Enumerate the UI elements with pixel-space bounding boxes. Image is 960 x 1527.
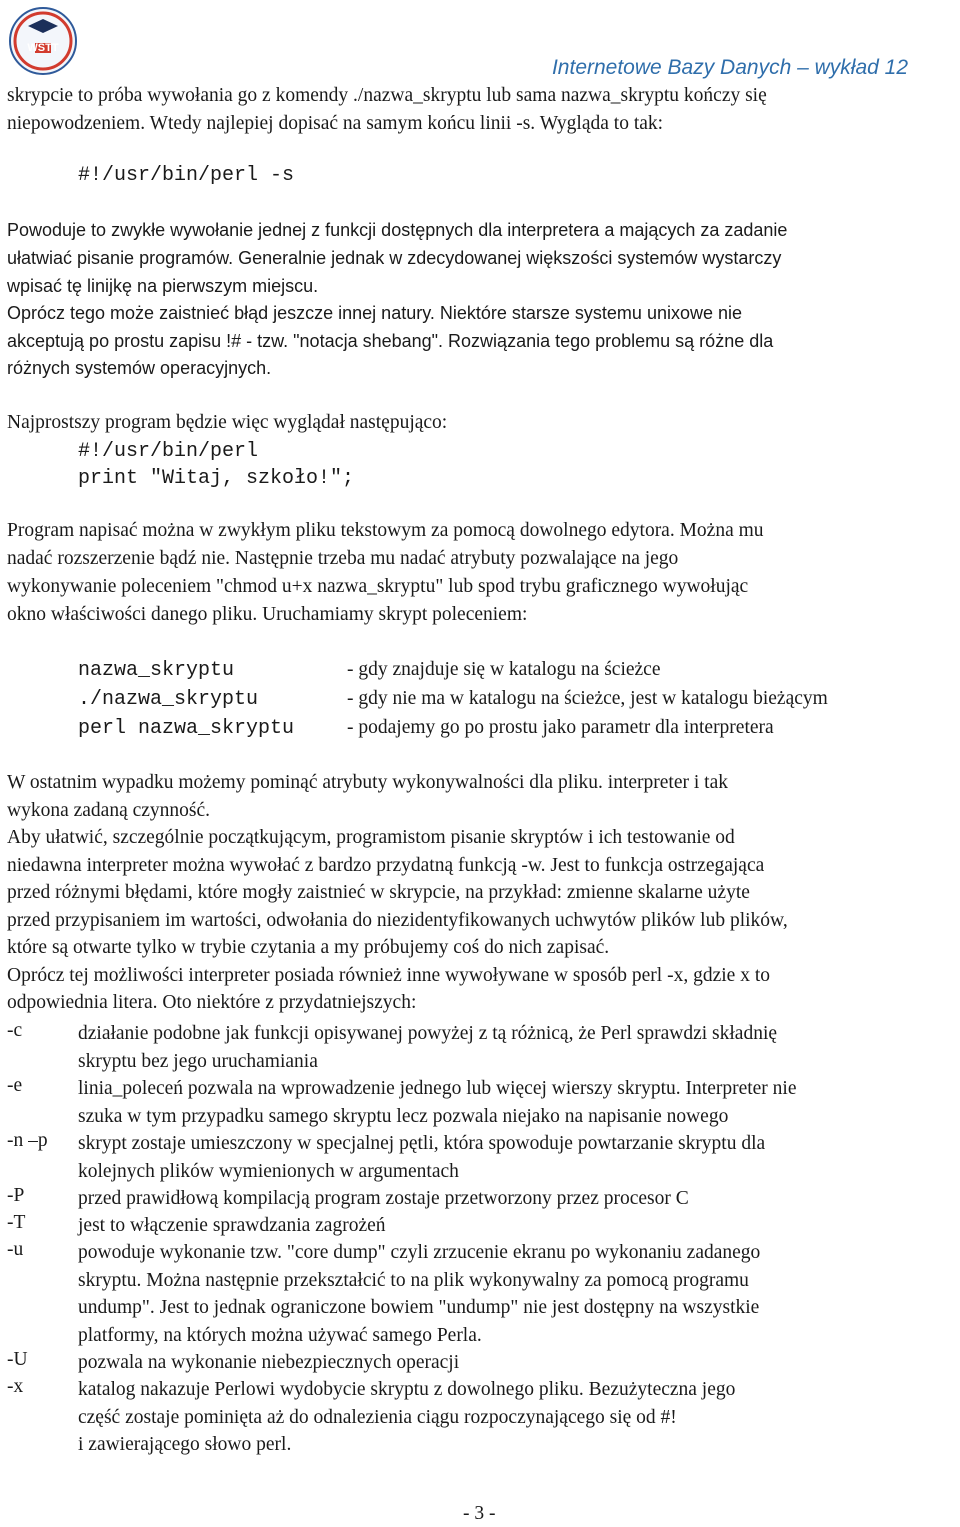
paragraph-line: przed różnymi błędami, które mogły zaistnieć w skrypcie, na przykład: zmienne skalarne użyte [7,882,750,903]
paragraph-line: akceptują po prostu zapisu !# - tzw. "notacja shebang". Rozwiązania tego problemu są różne dla [7,331,774,351]
paragraph-line: wykona zadaną czynność. [7,800,211,821]
option-desc: platformy, na których można używać samego Perla. [78,1324,482,1346]
option-desc: i zawierającego słowo perl. [78,1434,292,1455]
option-desc: kolejnych plików wymienionych w argumentach [78,1160,459,1182]
paragraph-line: ułatwiać pisanie programów. Generalnie jednak w zdecydowanej większości systemów wystarczy [7,248,782,268]
option-flag: -e [7,1075,23,1096]
option-desc: jest to włączenie sprawdzania zagrożeń [78,1215,386,1236]
code-line: #!/usr/bin/perl [78,440,259,463]
option-desc: katalog nakazuje Perlowi wydobycie skryptu z dowolnego pliku. Bezużyteczna jego [78,1379,736,1400]
code-line: print "Witaj, szkoło!"; [78,467,355,490]
command-desc: - podajemy go po prostu jako parametr dla interpretera [347,717,774,738]
command-code: ./nazwa_skryptu [78,688,259,711]
option-flag: -n –p [7,1130,48,1151]
paragraph-line: Oprócz tego może zaistnieć błąd jeszcze innej natury. Niektóre starsze systemu unixowe nie [7,303,743,323]
option-desc: linia_poleceń pozwala na wprowadzenie jednego lub więcej wierszy skryptu. Interpreter nie [78,1078,797,1099]
option-flag: -U [7,1349,28,1370]
option-desc: przed prawidłową kompilacją program zostaje przetworzony przez procesor C [78,1188,689,1209]
simple-program-intro: Najprostszy program będzie więc wyglądał następująco: [7,412,448,433]
paragraph-line: wykonywanie poleceniem "chmod u+x nazwa_skryptu" lub spod trybu graficznego wywołując [7,576,749,597]
paragraph-line: wpisać tę linijkę na pierwszym miejscu. [7,276,319,296]
header-title: Internetowe Bazy Danych – wykład 12 [551,56,908,79]
command-desc: - gdy znajduje się w katalogu na ścieżce [347,659,661,680]
paragraph-line: które są otwarte tylko w trybie czytania a my próbujemy coś do nich zapisać. [7,937,610,958]
paragraph-line: W ostatnim wypadku możemy pominąć atrybuty wykonywalności dla pliku. interpreter i tak [7,772,728,793]
option-desc: działanie podobne jak funkcji opisywanej powyżej z tą różnicą, że Perl sprawdzi składnię [78,1023,778,1044]
paragraph-line: Powoduje to zwykłe wywołanie jednej z funkcji dostępnych dla interpretera a mających za zadanie [7,220,788,240]
option-flag: -c [7,1020,23,1041]
paragraph-line: okno właściwości danego pliku. Uruchamiamy skrypt poleceniem: [7,604,528,625]
option-flag: -T [7,1212,26,1233]
option-flag: -x [7,1376,24,1397]
paragraph-line: różnych systemów operacyjnych. [7,358,272,378]
paragraph-line: Aby ułatwić, szczególnie początkującym, programistom pisanie skryptów i ich testowanie od [7,827,735,848]
university-logo [6,4,80,78]
paragraph-line: niedawna interpreter można wywołać z bardzo przydatną funkcją -w. Jest to funkcja ostrzegająca [7,855,765,876]
option-flag: -u [7,1239,24,1260]
paragraph-line: odpowiednia litera. Oto niektóre z przydatniejszych: [7,992,417,1013]
option-desc: szuka w tym przypadku samego skryptu lecz pozwala niejako na napisanie nowego [78,1105,729,1127]
intro-line: skrypcie to próba wywołania go z komendy ./nazwa_skryptu lub sama nazwa_skryptu kończy się [7,85,767,106]
option-desc: undump". Jest to jednak ograniczone bowiem "undump" nie jest dostępny na wszystkie [78,1297,760,1318]
paragraph-line: nadać rozszerzenie bądź nie. Następnie trzeba mu nadać atrybuty pozwalające na jego [7,548,679,569]
logo-text: WSTT [27,42,59,54]
option-desc: skrypt zostaje umieszczony w specjalnej pętli, która spowoduje powtarzanie skryptu dla [78,1133,766,1154]
page-number: - 3 - [463,1503,496,1524]
shebang-code: #!/usr/bin/perl -s [78,164,295,187]
command-desc: - gdy nie ma w katalogu na ścieżce, jest w katalogu bieżącym [347,688,828,709]
option-desc: pozwala na wykonanie niebezpiecznych operacji [78,1352,460,1373]
paragraph-line: przed przypisaniem im wartości, odwołania do niezidentyfikowanych uchwytów plików lub plików, [7,910,788,931]
intro-line: niepowodzeniem. Wtedy najlepiej dopisać na samym końcu linii -s. Wygląda to tak: [7,113,664,134]
option-desc: skryptu. Można następnie przekształcić to na plik wykonywalny za pomocą programu [78,1269,749,1291]
command-code: nazwa_skryptu [78,659,235,682]
command-code: perl nazwa_skryptu [78,717,295,740]
option-flag: -P [7,1185,25,1206]
paragraph-line: Program napisać można w zwykłym pliku tekstowym za pomocą dowolnego edytora. Można mu [7,520,764,541]
option-desc: część zostaje pominięta aż do odnalezienia ciągu rozpoczynającego się od #! [78,1406,677,1428]
option-desc: skryptu bez jego uruchamiania [78,1050,318,1072]
option-desc: powoduje wykonanie tzw. "core dump" czyli zrzucenie ekranu po wykonaniu zadanego [78,1242,761,1263]
paragraph-line: Oprócz tej możliwości interpreter posiada również inne wywoływane w sposób perl -x, gdzie x to [7,965,770,986]
